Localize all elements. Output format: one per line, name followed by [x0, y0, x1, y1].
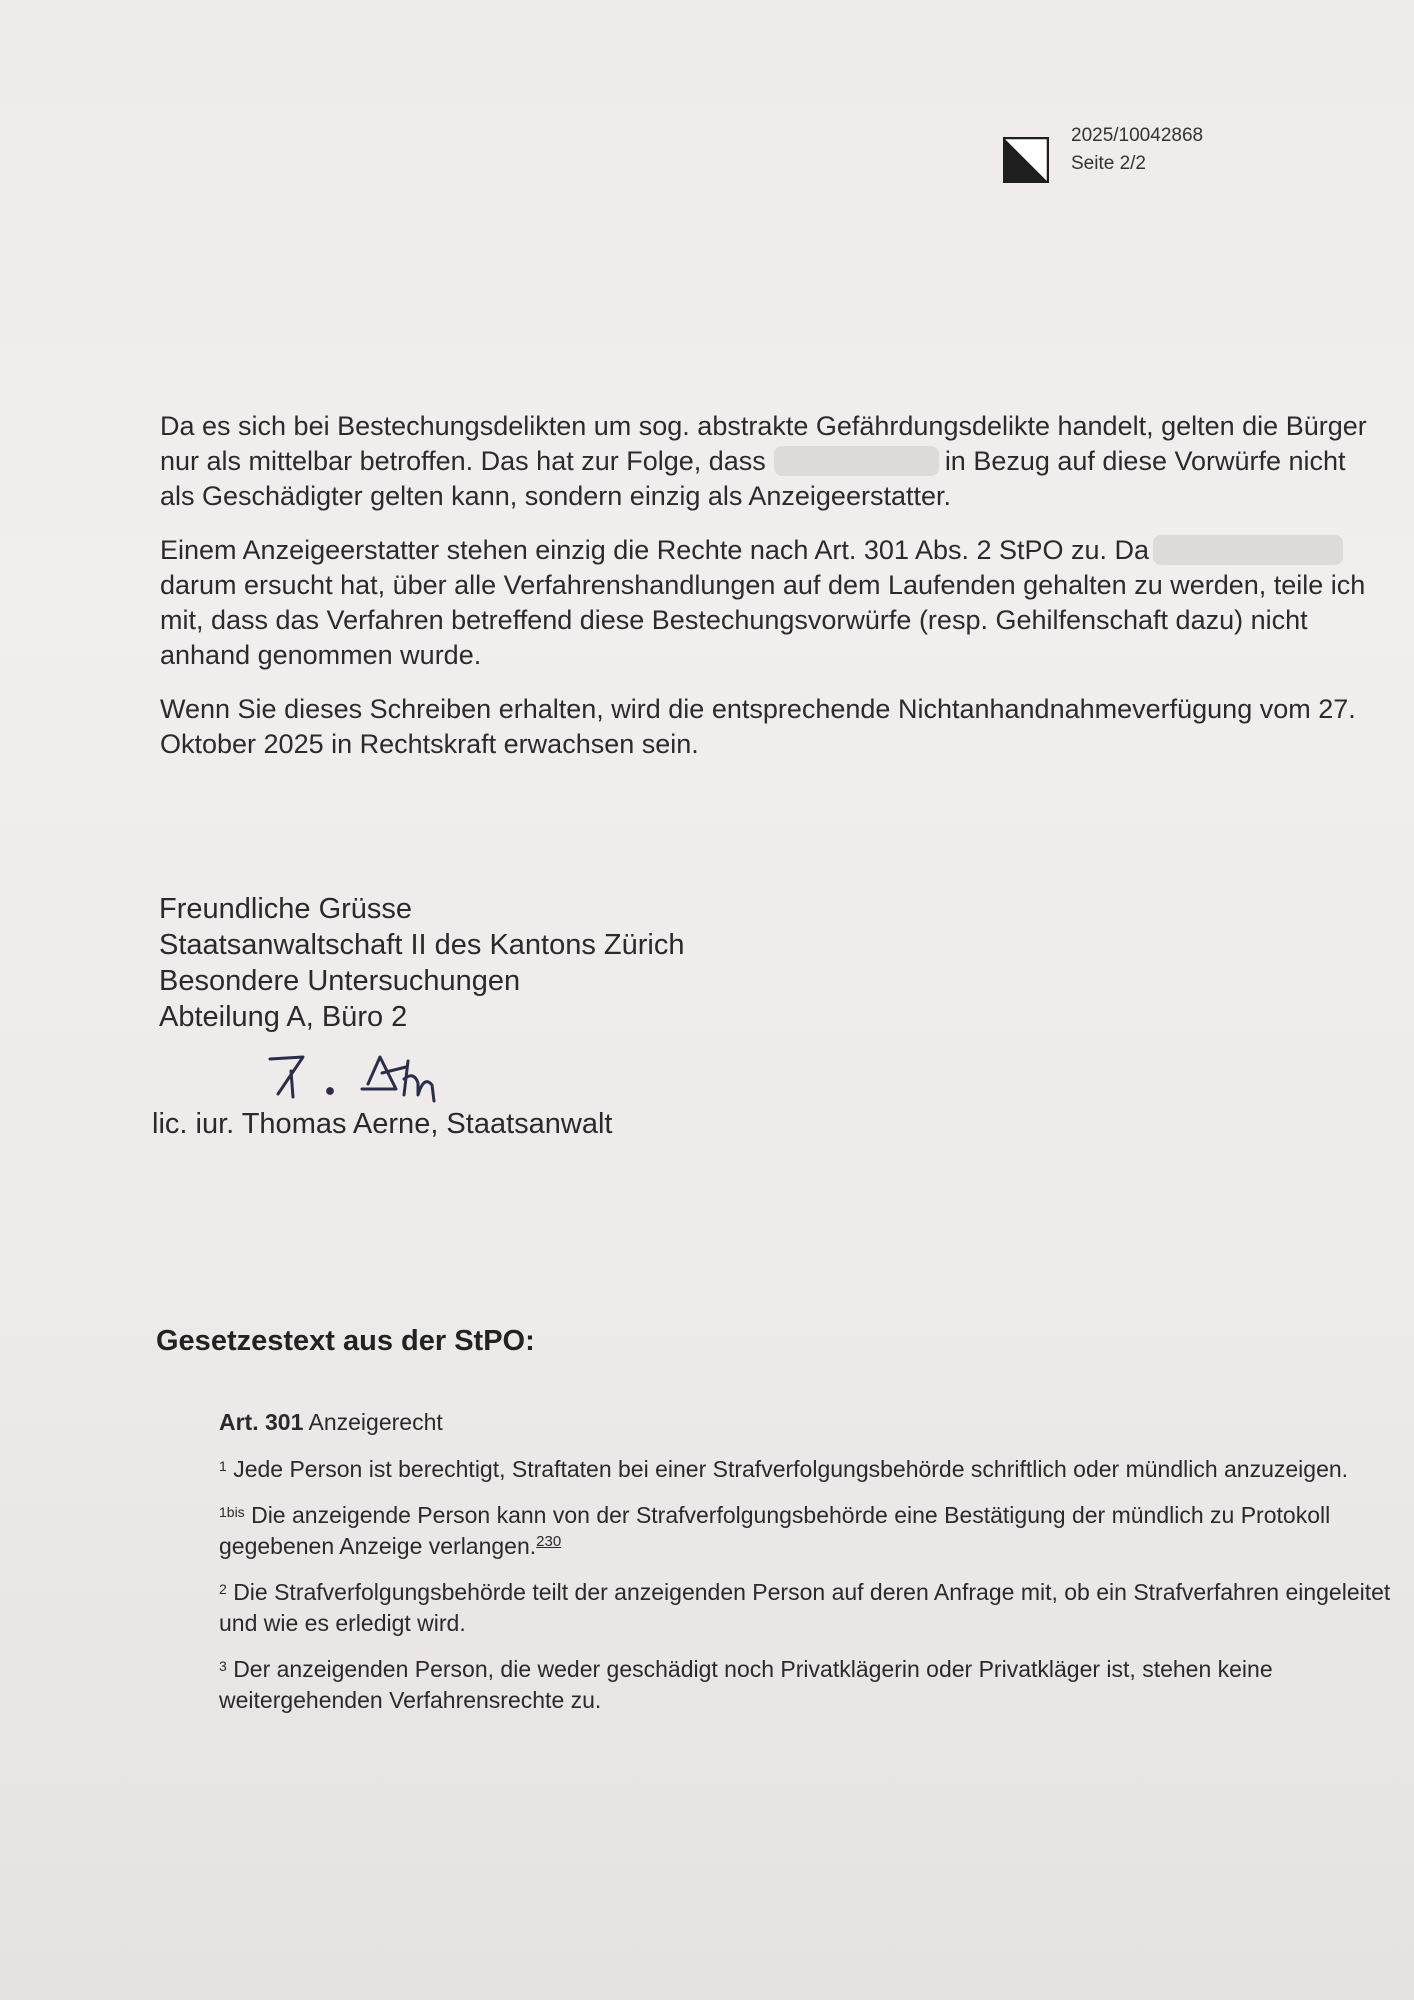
paragraph-1	[160, 409, 1375, 514]
law-paragraph-text: Jede Person ist berechtigt, Straftaten bei einer Strafverfolgungsbehörde schriftlich oder mündlich anzuzeigen.	[233, 1456, 1349, 1482]
law-paragraph-text: Der anzeigenden Person, die weder geschädigt noch Privatklägerin oder Privatkläger ist, stehen keine weitergehenden Verfahrensrechte zu.	[219, 1656, 1273, 1713]
canton-zurich-logo	[1003, 137, 1049, 183]
paragraph-2-text-b: darum ersucht hat, über alle Verfahrenshandlungen auf dem Laufenden gehalten zu werden, teile ich mit, dass das Verfahren betreffend diese Bestechungsvorwürfe (resp. Gehilfenschaft dazu) nicht anhand genommen wurde.	[160, 570, 1366, 670]
law-paragraph-2	[219, 1577, 1409, 1639]
article-title	[219, 1407, 1409, 1438]
law-heading: Gesetzestext aus der StPO:	[156, 1325, 535, 1357]
office-name: Staatsanwaltschaft II des Kantons Zürich	[159, 929, 685, 961]
department-name: Abteilung A, Büro 2	[159, 1001, 408, 1033]
law-paragraph-1bis	[219, 1500, 1409, 1562]
law-paragraph-text: Die anzeigende Person kann von der Strafverfolgungsbehörde eine Bestätigung der mündlich zu Protokoll gegebenen Anzeige verlangen.	[219, 1502, 1331, 1559]
paragraph-mark: 2	[219, 1581, 227, 1597]
page-number: Seite 2/2	[1071, 153, 1146, 174]
paragraph-3: Wenn Sie dieses Schreiben erhalten, wird die entsprechende Nichtanhandnahmeverfügung vom 27. Oktober 2025 in Rechtskraft erwachsen sein.	[160, 694, 1356, 759]
letter-body	[160, 409, 1375, 781]
paragraph-mark: 3	[219, 1658, 227, 1674]
paragraph-1-text-a: Da es sich bei Bestechungsdelikten um sog. abstrakte Gefährdungsdelikte handelt, gelten die Bürger nur als mittelbar betroffen. Das hat zur Folge, dass	[160, 411, 1367, 476]
division-name: Besondere Untersuchungen	[159, 965, 521, 997]
footnote-link[interactable]: 230	[536, 1533, 562, 1550]
redaction-box	[1153, 535, 1343, 565]
paragraph-2-text-a: Einem Anzeigeerstatter stehen einzig die Rechte nach Art. 301 Abs. 2 StPO zu. Da	[160, 535, 1150, 565]
paragraph-mark: 1bis	[219, 1504, 245, 1520]
paragraph-2	[160, 533, 1375, 673]
signer-name: lic. iur. Thomas Aerne, Staatsanwalt	[152, 1108, 613, 1140]
closing-block	[159, 891, 685, 1035]
law-paragraph-3	[219, 1654, 1409, 1716]
reference-number: 2025/10042868	[1071, 125, 1204, 146]
law-paragraph-text: Die Strafverfolgungsbehörde teilt der anzeigenden Person auf deren Anfrage mit, ob ein Strafverfahren eingeleitet und wie es erledigt wird.	[219, 1579, 1391, 1636]
paragraph-1-text-b: in Bezug auf diese Vorwürfe nicht als Geschädigter gelten kann, sondern einzig als Anzeigeerstatter.	[160, 446, 1346, 511]
document-header	[1071, 122, 1203, 178]
article-name: Anzeigerecht	[308, 1409, 443, 1435]
redaction-box	[774, 446, 939, 476]
law-text	[219, 1407, 1409, 1731]
greeting: Freundliche Grüsse	[159, 893, 413, 925]
law-paragraph-1	[219, 1454, 1409, 1485]
article-number: Art. 301	[219, 1409, 304, 1435]
paragraph-mark: 1	[219, 1458, 227, 1474]
